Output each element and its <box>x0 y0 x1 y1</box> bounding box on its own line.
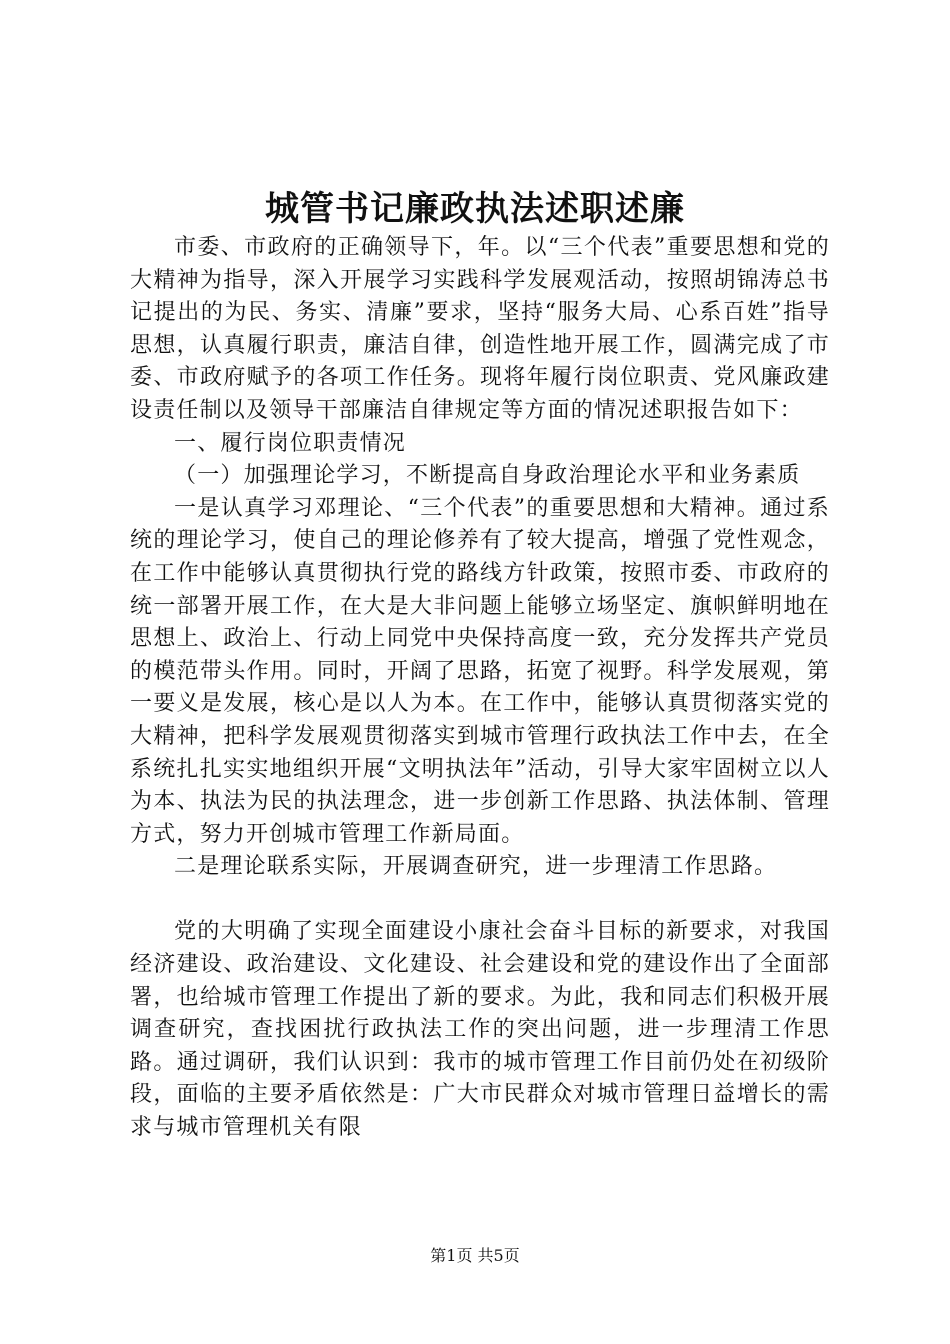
paragraph-intro: 市委、市政府的正确领导下，年。以“三个代表”重要思想和党的大精神为指导，深入开展学习实践科学发展观活动，按照胡锦涛总书记提出的为民、务实、清廉”要求，坚持“服务大局、心系百姓”指导思想，认真履行职责，廉洁自律，创造性地开展工作，圆满完成了市委、市政府赋予的各项工作任务。现将年履行岗位职责、党风廉政建设责任制以及领导干部廉洁自律规定等方面的情况述职报告如下： <box>130 235 830 423</box>
document-body <box>130 232 830 1145</box>
paragraph-point-2: 二是理论联系实际，开展调查研究，进一步理清工作思路。 <box>174 854 778 880</box>
section-heading-1: 一、履行岗位职责情况 <box>174 430 407 456</box>
blank-line <box>130 884 830 917</box>
document-title: 城管书记廉政执法述职述廉 <box>265 189 685 229</box>
paragraph-research: 党的大明确了实现全面建设小康社会奋斗目标的新要求，对我国经济建设、政治建设、文化建设、社会建设和党的建设作出了全面部署，也给城市管理工作提出了新的要求。为此，我和同志们积极开展调查研究，查找困扰行政执法工作的突出问题，进一步理清工作思路。通过调研，我们认识到：我市的城市管理工作目前仍处在初级阶段，面临的主要矛盾依然是：广大市民群众对城市管理日益增长的需求与城市管理机关有限 <box>130 919 830 1141</box>
paragraph-point-1: 一是认真学习邓理论、“三个代表”的重要思想和大精神。通过系统的理论学习，使自己的理论修养有了较大提高，增强了党性观念，在工作中能够认真贯彻执行党的路线方针政策，按照市委、市政府的统一部署开展工作，在大是大非问题上能够立场坚定、旗帜鲜明地在思想上、政治上、行动上同党中央保持高度一致，充分发挥共产党员的模范带头作用。同时，开阔了思路，拓宽了视野。科学发展观，第一要义是发展，核心是以人为本。在工作中，能够认真贯彻落实党的大精神，把科学发展观贯彻落实到城市管理行政执法工作中去，在全系统扎扎实实地组织开展“文明执法年”活动，引导大家牢固树立以人为本、执法为民的执法理念，进一步创新工作思路、执法体制、管理方式，努力开创城市管理工作新局面。 <box>130 495 830 847</box>
page-footer: 第1页 共5页 <box>430 1246 520 1265</box>
subsection-heading-1: （一）加强理论学习，不断提高自身政治理论水平和业务素质 <box>174 463 801 489</box>
